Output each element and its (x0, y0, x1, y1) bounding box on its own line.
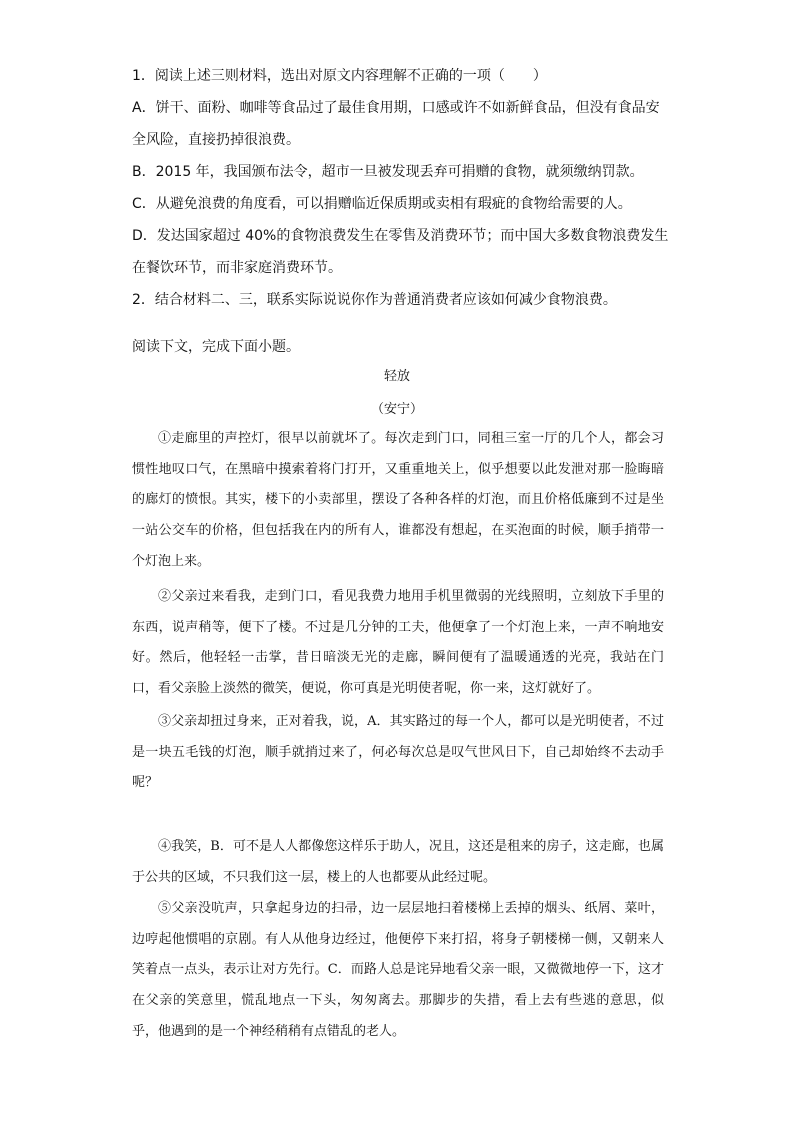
option-c: C．从避免浪费的角度看，可以捐赠临近保质期或卖相有瑕疵的食物给需要的人。 (132, 196, 632, 212)
option-b: B．2015 年，我国颁布法令，超市一旦被发现丢弃可捐赠的食物，就须缴纳罚款。 (132, 164, 644, 180)
article-paragraph-5: ⑤父亲没吭声，只拿起身边的扫帚，边一层层地扫着楼梯上丢掉的烟头、纸屑、菜叶，边哼起他惯唱的京剧。有人从他身边经过，他便停下来打招，将身子朝楼梯一侧，又朝来人笑着点一点头，表示让对方先行。C．而路人总是诧异地看父亲一眼，又微微地停一下，这才在父亲的笑意里，慌乱地点一下头，匆匆离去。那脚步的失措，看上去有些逃的意思，似乎，他遇到的是一个神经稍稍有点错乱的老人。 (132, 901, 664, 1039)
article-author: （安宁） (370, 402, 423, 417)
reading-instruction: 阅读下文，完成下面小题。 (132, 339, 300, 355)
question-1-stem: 1．阅读上述三则材料，选出对原文内容理解不正确的一项（ ） (132, 68, 547, 84)
article-paragraph-1: ①走廊里的声控灯，很早以前就坏了。每次走到门口，同租三室一厅的几个人，都会习惯性地叹口气，在黑暗中摸索着将门打开，又重重地关上，似乎想要以此发泄对那一脸晦暗的廊灯的愤恨。其实，楼下的小卖部里，摆设了各种各样的灯泡，而且价格低廉到不过是坐一站公交车的价格，但包括我在内的所有人，谁都没有想起，在买泡面的时候，顺手捎带一个灯泡上来。 (132, 431, 664, 569)
article-paragraph-3: ③父亲却扭过身来，正对着我，说，A．其实路过的每一个人，都可以是光明使者，不过是一块五毛钱的灯泡，顺手就捎过来了，何必每次总是叹气世风日下，自己却始终不去动手呢？ (132, 714, 664, 791)
option-d: D．发达国家超过 40%的食物浪费发生在零售及消费环节；而中国大多数食物浪费发生在餐饮环节，而非家庭消费环节。 (132, 228, 669, 276)
article-title: 轻放 (383, 369, 410, 384)
article-paragraph-4: ④我笑，B．可不是人人都像您这样乐于助人，况且，这还是租来的房子，这走廊，也属于公共的区域，不只我们这一层，楼上的人也都要从此经过呢。 (132, 839, 664, 885)
question-1 (132, 60, 672, 316)
question-2: 2．结合材料二、三，联系实际说说你作为普通消费者应该如何减少食物浪费。 (132, 292, 617, 308)
option-a: A．饼干、面粉、咖啡等食品过了最佳食用期，口感或许不如新鲜食品，但没有食品安全风险，直接扔掉很浪费。 (132, 100, 660, 148)
article-paragraph-2: ②父亲过来看我，走到门口，看见我费力地用手机里微弱的光线照明，立刻放下手里的东西，说声稍等，便下了楼。不过是几分钟的工夫，他便拿了一个灯泡上来，一声不响地安好。然后，他轻轻一击掌，昔日暗淡无光的走廊，瞬间便有了温暖通透的光亮，我站在门口，看父亲脸上淡然的微笑，便说，你可真是光明使者呢，你一来，这灯就好了。 (132, 589, 664, 697)
